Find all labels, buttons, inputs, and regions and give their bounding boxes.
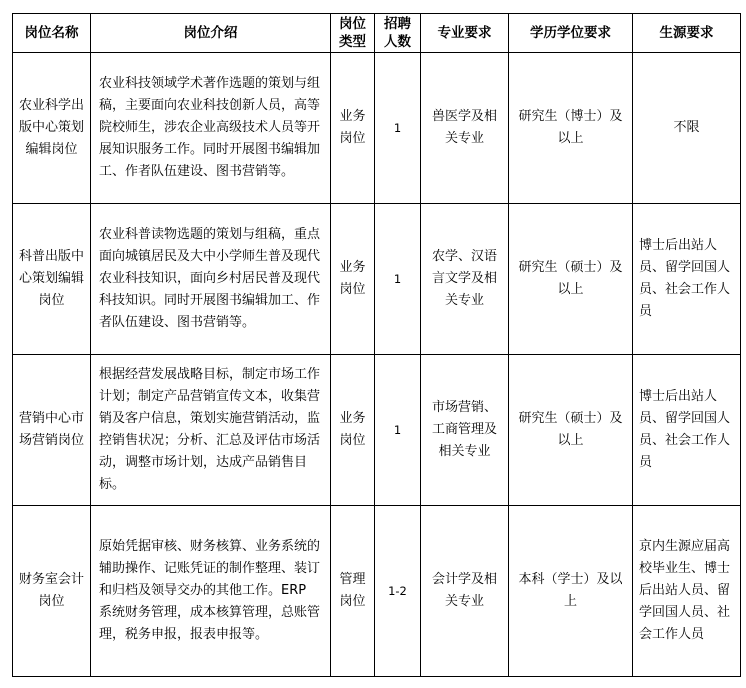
position-name-cell: 农业科学出版中心策划编辑岗位	[13, 53, 91, 204]
header-position-type: 岗位类型	[331, 14, 375, 53]
recruitment-table	[12, 13, 741, 677]
major-cell: 市场营销、工商管理及相关专业	[421, 355, 509, 506]
position-name-cell: 科普出版中心策划编辑岗位	[13, 204, 91, 355]
hire-count-cell: 1	[375, 204, 421, 355]
hire-count-cell: 1	[375, 355, 421, 506]
header-position-intro: 岗位介绍	[91, 14, 331, 53]
major-cell: 兽医学及相关专业	[421, 53, 509, 204]
position-type-cell: 业务岗位	[331, 53, 375, 204]
table-row	[13, 204, 741, 355]
position-type-cell: 业务岗位	[331, 204, 375, 355]
hire-count-cell: 1-2	[375, 506, 421, 677]
position-intro-cell: 原始凭据审核、财务核算、业务系统的辅助操作、记账凭证的制作整理、装订和归档及领导交办的其他工作。ERP 系统财务管理，成本核算管理，总账管理，税务申报，报表申报等。	[91, 506, 331, 677]
hire-count-cell: 1	[375, 53, 421, 204]
major-cell: 农学、汉语言文学及相关专业	[421, 204, 509, 355]
position-name-cell: 财务室会计岗位	[13, 506, 91, 677]
major-cell: 会计学及相关专业	[421, 506, 509, 677]
position-intro-cell: 农业科普读物选题的策划与组稿，重点面向城镇居民及大中小学师生普及现代农业科技知识，面向乡村居民普及现代科技知识。同时开展图书编辑加工、作者队伍建设、图书营销等。	[91, 204, 331, 355]
header-row	[13, 14, 741, 53]
source-cell: 京内生源应届高校毕业生、博士后出站人员、留学回国人员、社会工作人员	[633, 506, 741, 677]
degree-cell: 研究生（硕士）及以上	[509, 204, 633, 355]
header-degree-requirement: 学历学位要求	[509, 14, 633, 53]
header-major-requirement: 专业要求	[421, 14, 509, 53]
degree-cell: 研究生（硕士）及以上	[509, 355, 633, 506]
source-cell: 博士后出站人员、留学回国人员、社会工作人员	[633, 355, 741, 506]
header-position-name: 岗位名称	[13, 14, 91, 53]
degree-cell: 研究生（博士）及以上	[509, 53, 633, 204]
table-row	[13, 355, 741, 506]
position-type-cell: 业务岗位	[331, 355, 375, 506]
table-row	[13, 506, 741, 677]
header-source-requirement: 生源要求	[633, 14, 741, 53]
header-hire-count: 招聘人数	[375, 14, 421, 53]
position-type-cell: 管理岗位	[331, 506, 375, 677]
position-intro-cell: 根据经营发展战略目标，制定市场工作计划；制定产品营销宣传文本，收集营销及客户信息，策划实施营销活动，监控销售状况；分析、汇总及评估市场活动，调整市场计划，达成产品销售目标。	[91, 355, 331, 506]
source-cell: 不限	[633, 53, 741, 204]
position-name-cell: 营销中心市场营销岗位	[13, 355, 91, 506]
table-row	[13, 53, 741, 204]
source-cell: 博士后出站人员、留学回国人员、社会工作人员	[633, 204, 741, 355]
degree-cell: 本科（学士）及以上	[509, 506, 633, 677]
position-intro-cell: 农业科技领域学术著作选题的策划与组稿，主要面向农业科技创新人员，高等院校师生，涉农企业高级技术人员等开展知识服务工作。同时开展图书编辑加工、作者队伍建设、图书营销等。	[91, 53, 331, 204]
